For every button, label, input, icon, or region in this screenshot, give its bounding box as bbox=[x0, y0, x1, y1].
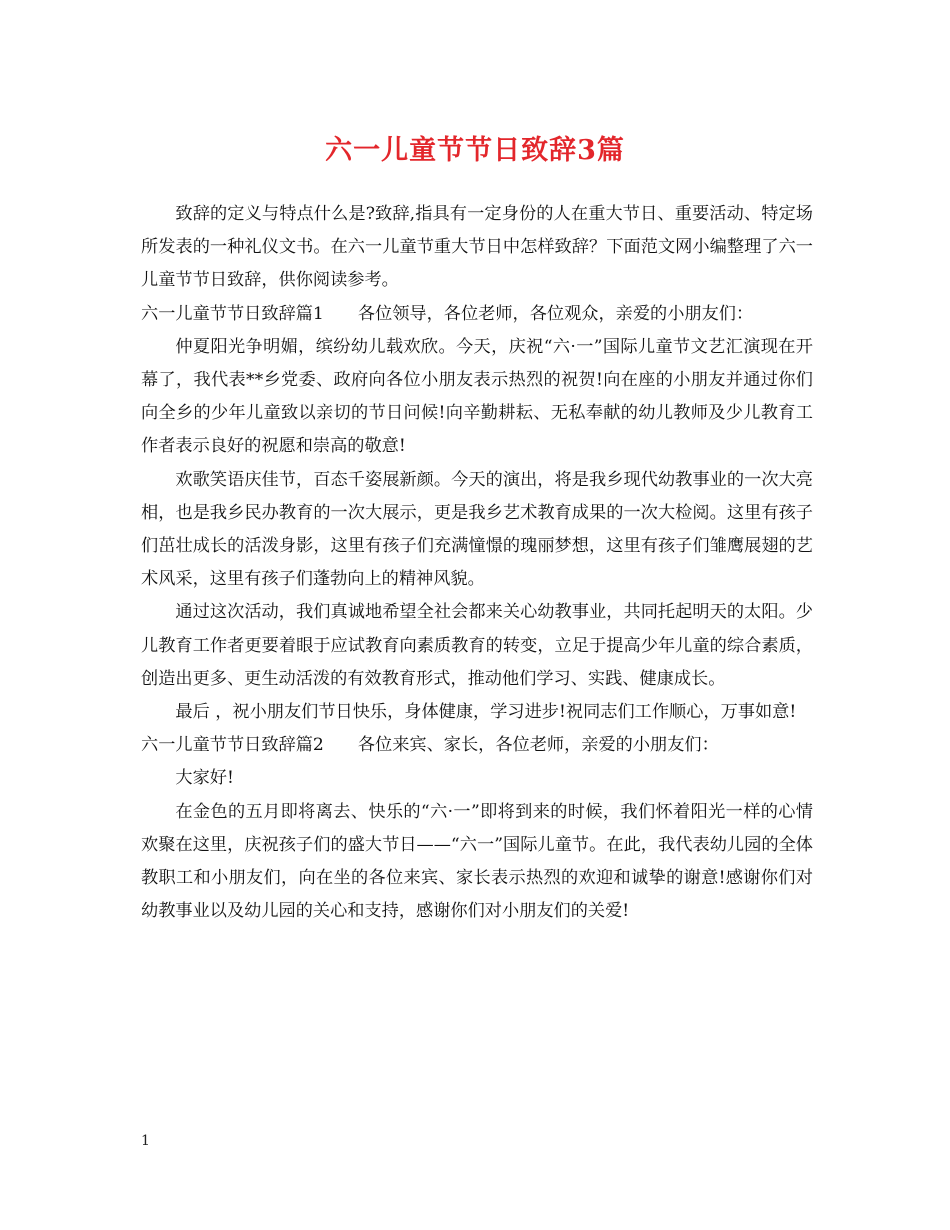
section1-paragraph: 最后 ，祝小朋友们节日快乐，身体健康，学习进步!祝同志们工作顺心，万事如意! bbox=[175, 702, 797, 723]
section2-paragraph: 大家好! bbox=[175, 768, 234, 789]
section1-paragraph: 通过这次活动，我们真诚地希望全社会都来关心幼教事业，共同托起明天的太阳。少儿教育工作者更要着眼于应试教育向素质教育的转变，立足于提高少年儿童的综合素质，创造出更多、更生动活泼的有效教育形式，推动他们学习、实践、健康成长。 bbox=[141, 602, 813, 689]
section2-heading-line bbox=[141, 729, 813, 762]
section2-heading: 六一儿童节节日致辞篇2 bbox=[141, 735, 324, 756]
section1-paragraph: 欢歌笑语庆佳节，百态千姿展新颜。今天的演出，将是我乡现代幼教事业的一次大亮相，也是我乡民办教育的一次大展示，更是我乡艺术教育成果的一次大检阅。这里有孩子们茁壮成长的活泼身影，这里有孩子们充满憧憬的瑰丽梦想，这里有孩子们雏鹰展翅的艺术风采，这里有孩子们蓬勃向上的精神风貌。 bbox=[141, 469, 813, 590]
intro-paragraph: 致辞的定义与特点什么是?致辞,指具有一定身份的人在重大节日、重要活动、特定场所发表的一种礼仪文书。在六一儿童节重大节日中怎样致辞？下面范文网小编整理了六一儿童节节日致辞，供你阅读参考。 bbox=[141, 204, 813, 291]
section1-paragraph: 仲夏阳光争明媚，缤纷幼儿载欢欣。今天，庆祝“六·一”国际儿童节文艺汇演现在开幕了，我代表**乡党委、政府向各位小朋友表示热烈的祝贺!向在座的小朋友并通过你们向全乡的少年儿童致以亲切的节日问候!向辛勤耕耘、无私奉献的幼儿教师及少儿教育工作者表示良好的祝愿和崇高的敬意! bbox=[141, 336, 813, 457]
section1-greeting: 各位领导，各位老师，各位观众，亲爱的小朋友们： bbox=[357, 303, 754, 324]
page-number: 1 bbox=[141, 1133, 150, 1149]
section1-heading: 六一儿童节节日致辞篇1 bbox=[141, 303, 324, 324]
section1-heading-line bbox=[141, 298, 813, 331]
section2-paragraph: 在金色的五月即将离去、快乐的“六·一”即将到来的时候，我们怀着阳光一样的心情欢聚在这里，庆祝孩子们的盛大节日——“六一”国际儿童节。在此，我代表幼儿园的全体教职工和小朋友们，向在坐的各位来宾、家长表示热烈的欢迎和诚挚的谢意!感谢你们对幼教事业以及幼儿园的关心和支持，感谢你们对小朋友们的关爱! bbox=[141, 801, 813, 922]
document-body bbox=[141, 198, 813, 928]
document-title: 六一儿童节节日致辞3篇 bbox=[325, 135, 625, 166]
section2-greeting: 各位来宾、家长，各位老师，亲爱的小朋友们： bbox=[357, 735, 719, 756]
